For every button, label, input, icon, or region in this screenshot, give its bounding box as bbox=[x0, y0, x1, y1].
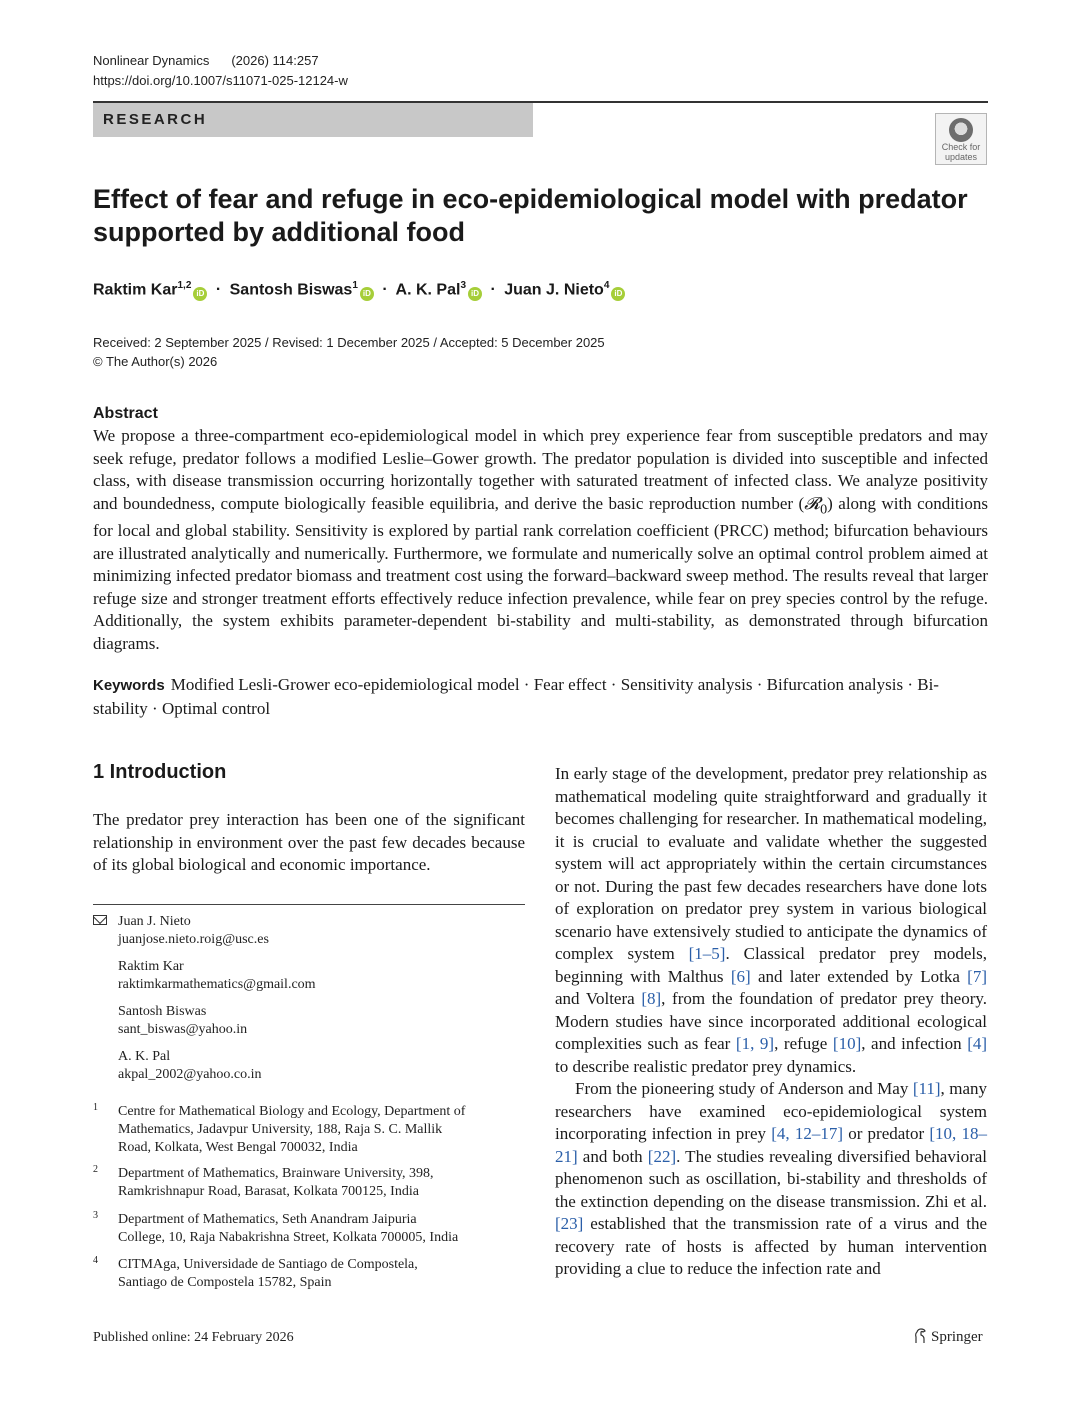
citation-link[interactable]: [8] bbox=[641, 989, 662, 1008]
affiliation-line: Ramkrishnapur Road, Barasat, Kolkata 700125, India bbox=[118, 1184, 419, 1199]
intro-right-column bbox=[555, 763, 987, 1281]
check-updates-icon bbox=[949, 118, 973, 142]
affiliation-number: 1 bbox=[93, 1102, 98, 1113]
body-text: and later extended by Lotka bbox=[750, 966, 968, 986]
r0-symbol: 𝓡 bbox=[804, 493, 821, 513]
author-name[interactable]: Raktim Kar bbox=[93, 281, 178, 299]
contact-name: Santosh Biswas bbox=[118, 1004, 207, 1019]
citation-link[interactable]: [4] bbox=[967, 1034, 988, 1053]
affiliation-line: CITMAga, Universidade de Santiago de Compostela, bbox=[118, 1257, 418, 1272]
affiliation-line: Road, Kolkata, West Bengal 700032, India bbox=[118, 1140, 358, 1155]
intro-paragraph-3 bbox=[555, 1078, 987, 1281]
springer-horse-icon bbox=[913, 1328, 927, 1344]
intro-paragraph: The predator prey interaction has been one of the significant relationship in environment over the past few decades because of its global biological and economic importance. bbox=[93, 810, 525, 874]
citation: (2026) 114:257 bbox=[231, 53, 319, 68]
affiliation-line: Department of Mathematics, Brainware University, 398, bbox=[118, 1166, 434, 1181]
orcid-icon[interactable]: iD bbox=[193, 287, 207, 301]
body-text: or predator bbox=[843, 1124, 930, 1143]
orcid-icon[interactable]: iD bbox=[468, 287, 482, 301]
affiliation bbox=[118, 1103, 518, 1157]
author-separator: · bbox=[215, 281, 222, 299]
published-date: Published online: 24 February 2026 bbox=[93, 1330, 294, 1345]
citation-link[interactable]: [6] bbox=[730, 966, 751, 986]
publisher-name: Springer bbox=[931, 1329, 983, 1345]
contact-email[interactable]: juanjose.nieto.roig@usc.es bbox=[118, 932, 269, 947]
body-text: and Voltera bbox=[555, 989, 642, 1008]
affiliation-number: 3 bbox=[93, 1210, 98, 1221]
body-text: . The studies revealing diversified behavioral phenomenon such as oscillation, bi-stability and thresholds of the extinction depending on the disease transmission. Zhi et al. bbox=[555, 1146, 987, 1211]
contact-name: Juan J. Nieto bbox=[118, 914, 191, 929]
citation-link[interactable]: [1–5] bbox=[688, 944, 726, 963]
affiliation-line: Department of Mathematics, Seth Anandram Jaipuria bbox=[118, 1212, 417, 1227]
body-text: , and infection bbox=[861, 1034, 968, 1053]
citation-link[interactable]: [4, 12–17] bbox=[771, 1124, 843, 1143]
citation-link[interactable]: [23] bbox=[555, 1214, 584, 1233]
abstract-part-2: ) along with conditions for local and global stability. Sensitivity is explored by partial rank correlation coefficient (PRCC) method; bifurcation behaviours are illustrated analytically and numerically. Furthermore, we formulate and numerically solve an optimal control problem aimed at minimizing infected predator biomass and treatment cost using the forward–backward sweep method. The results reveal that larger refuge size and stronger treatment efforts effectively reduce infection prevalence, while fear on prey species control by the refuge. Additionally, the system exhibits parameter-dependent bi-stability and multi-stability, as demonstrated through bifurcation diagrams. bbox=[93, 493, 988, 653]
contact-entry bbox=[118, 1048, 262, 1084]
abstract-text bbox=[93, 425, 988, 655]
section-band bbox=[93, 103, 533, 137]
section-heading-introduction: 1 Introduction bbox=[93, 761, 227, 783]
contact-email[interactable]: akpal_2002@yahoo.co.in bbox=[118, 1067, 262, 1082]
contact-entry bbox=[118, 958, 316, 994]
journal-name: Nonlinear Dynamics bbox=[93, 53, 210, 68]
title-line-2: supported by additional food bbox=[93, 217, 465, 247]
affiliation bbox=[118, 1256, 518, 1292]
author-list bbox=[93, 280, 625, 301]
citation-link[interactable]: [10] bbox=[832, 1034, 862, 1053]
body-text: . Classical predator prey models, beginning with Malthus bbox=[555, 944, 987, 986]
footnote-rule bbox=[93, 904, 525, 905]
paper-title bbox=[93, 183, 973, 249]
r0-subscript: 0 bbox=[820, 500, 828, 517]
check-updates-line2: updates bbox=[944, 152, 978, 162]
contact-entry bbox=[118, 1003, 247, 1039]
abstract-heading: Abstract bbox=[93, 405, 158, 422]
affiliation-line: Mathematics, Jadavpur University, 188, Raja S. C. Mallik bbox=[118, 1122, 443, 1137]
author-affiliation: 3 bbox=[460, 280, 466, 291]
envelope-icon bbox=[93, 915, 107, 925]
dates-line: Received: 2 September 2025 / Revised: 1 December 2025 / Accepted: 5 December 2025 bbox=[93, 335, 605, 350]
body-text: and both bbox=[577, 1146, 648, 1166]
journal-citation bbox=[93, 53, 319, 68]
contact-entry bbox=[118, 913, 269, 949]
author-name[interactable]: Santosh Biswas bbox=[229, 281, 353, 299]
check-for-updates-button[interactable] bbox=[935, 113, 987, 165]
intro-paragraph-2 bbox=[555, 763, 987, 1078]
citation-link[interactable]: [22] bbox=[647, 1146, 677, 1166]
affiliation-number: 2 bbox=[93, 1164, 98, 1175]
citation-link[interactable]: [11] bbox=[912, 1079, 941, 1098]
citation-link[interactable]: [10, 18–21] bbox=[555, 1124, 987, 1166]
body-text: From the pioneering study of Anderson and May bbox=[575, 1079, 913, 1098]
author-name[interactable]: Juan J. Nieto bbox=[504, 281, 604, 299]
affiliation bbox=[118, 1211, 518, 1247]
body-text: established that the transmission rate of a virus and the recovery rate of hosts is affected by human intervention providing a clue to reduce the infection rate and bbox=[555, 1214, 987, 1278]
publisher-logo bbox=[913, 1328, 983, 1346]
citation-link[interactable]: [7] bbox=[967, 966, 987, 986]
author-affiliation: 1 bbox=[352, 280, 358, 291]
keywords bbox=[93, 674, 988, 720]
affiliation bbox=[118, 1165, 518, 1201]
author-affiliation: 4 bbox=[603, 280, 610, 291]
doi-link[interactable]: https://doi.org/10.1007/s11071-025-12124-w bbox=[93, 73, 348, 88]
orcid-icon[interactable]: iD bbox=[611, 287, 625, 301]
body-text: , many researchers have examined eco-epidemiological system incorporating infection in prey bbox=[555, 1079, 987, 1143]
abstract-part-1: We propose a three-compartment eco-epidemiological model in which prey experience fear from susceptible predators and may seek refuge, predator follows a modified Leslie–Gower growth. The predator population is divided into susceptible and infected class, with disease transmission occurring horizontally together with saturated treatment of infected class. We analyze positivity and boundedness, compute biologically feasible equilibria, and derive the basic reproduction number ( bbox=[93, 426, 988, 513]
contact-name: Raktim Kar bbox=[118, 959, 184, 974]
body-text: , refuge bbox=[774, 1034, 833, 1053]
affiliation-number: 4 bbox=[93, 1255, 98, 1266]
author-separator: · bbox=[382, 281, 388, 299]
body-text: , from the foundation of predator prey theory. Modern studies have since incorporated additional ecological complexities such as fear bbox=[555, 989, 987, 1053]
affiliation-line: Centre for Mathematical Biology and Ecology, Department of bbox=[118, 1104, 466, 1119]
keywords-text: Modified Lesli-Grower eco-epidemiological model · Fear effect · Sensitivity analysis · Bifurcation analysis · Bi-stability · Optimal control bbox=[93, 675, 939, 718]
body-text: In early stage of the development, predator prey relationship as mathematical modeling quite straightforward and gradually it becomes challenging for researcher. In mathematical modeling, it is crucial to evaluate and validate whether the suggested system will act appropriately within the certain circumstances or not. During the past few decades researchers have done lots of exploration on predator prey system in various biological scenario have extensively studied to anticipate the dynamics of complex system bbox=[555, 764, 987, 963]
section-label: RESEARCH bbox=[103, 111, 208, 128]
affiliation-line: College, 10, Raja Nabakrishna Street, Kolkata 700005, India bbox=[118, 1230, 459, 1245]
citation-link[interactable]: [1, 9] bbox=[735, 1034, 775, 1053]
author-name[interactable]: A. K. Pal bbox=[395, 281, 461, 299]
check-updates-line1: Check for bbox=[941, 142, 981, 152]
contact-email[interactable]: sant_biswas@yahoo.in bbox=[118, 1022, 248, 1037]
contact-email[interactable]: raktimkarmathematics@gmail.com bbox=[118, 977, 316, 992]
body-text: to describe realistic predator prey dynamics. bbox=[555, 1056, 857, 1076]
copyright-line: © The Author(s) 2026 bbox=[93, 354, 218, 369]
keywords-label: Keywords bbox=[93, 677, 165, 694]
affiliation-line: Santiago de Compostela 15782, Spain bbox=[118, 1275, 332, 1290]
orcid-icon[interactable]: iD bbox=[360, 287, 374, 301]
author-separator: · bbox=[490, 281, 496, 299]
contact-name: A. K. Pal bbox=[118, 1049, 171, 1064]
title-line-1: Effect of fear and refuge in eco-epidemiological model with predator bbox=[93, 184, 968, 214]
author-affiliation: 1,2 bbox=[177, 280, 192, 291]
